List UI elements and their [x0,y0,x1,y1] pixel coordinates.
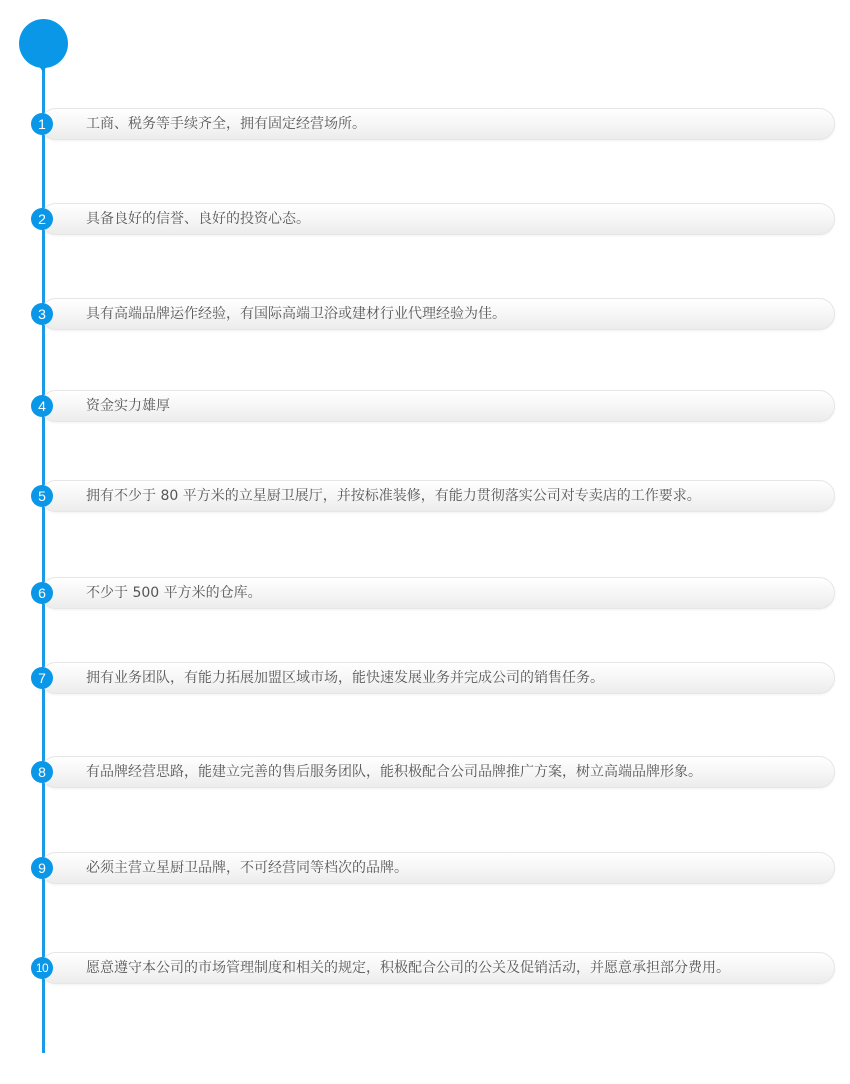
requirement-text: 拥有不少于 80 平方米的立星厨卫展厅，并按标准装修，有能力贯彻落实公司对专卖店的工作要求。 [86,488,701,504]
requirement-item-5 [0,480,850,512]
requirement-text: 具有高端品牌运作经验，有国际高端卫浴或建材行业代理经验为佳。 [86,306,506,322]
requirement-number-badge: 9 [31,857,53,879]
requirement-item-2 [0,203,850,235]
requirement-text: 工商、税务等手续齐全，拥有固定经营场所。 [86,116,366,132]
requirement-text: 资金实力雄厚 [86,398,170,414]
requirement-item-9 [0,852,850,884]
requirement-number-badge: 6 [31,582,53,604]
requirement-item-4 [0,390,850,422]
requirement-number-badge: 10 [31,957,53,979]
requirement-text: 不少于 500 平方米的仓库。 [86,585,262,601]
requirement-text: 拥有业务团队，有能力拓展加盟区域市场，能快速发展业务并完成公司的销售任务。 [86,670,604,686]
requirement-number-badge: 5 [31,485,53,507]
requirement-item-3 [0,298,850,330]
requirement-number-badge: 2 [31,208,53,230]
timeline-line [42,50,45,1053]
requirement-item-7 [0,662,850,694]
requirement-number-badge: 1 [31,113,53,135]
requirement-item-8 [0,756,850,788]
requirement-item-10 [0,952,850,984]
requirement-text: 必须主营立星厨卫品牌，不可经营同等档次的品牌。 [86,860,408,876]
requirement-item-1 [0,108,850,140]
requirement-text: 有品牌经营思路，能建立完善的售后服务团队，能积极配合公司品牌推广方案，树立高端品牌形象。 [86,764,702,780]
requirement-text: 愿意遵守本公司的市场管理制度和相关的规定，积极配合公司的公关及促销活动，并愿意承担部分费用。 [86,960,730,976]
requirement-number-badge: 7 [31,667,53,689]
requirement-item-6 [0,577,850,609]
timeline-start-marker [19,19,68,68]
requirement-number-badge: 3 [31,303,53,325]
requirement-number-badge: 8 [31,761,53,783]
requirement-number-badge: 4 [31,395,53,417]
requirement-text: 具备良好的信誉、良好的投资心态。 [86,211,310,227]
